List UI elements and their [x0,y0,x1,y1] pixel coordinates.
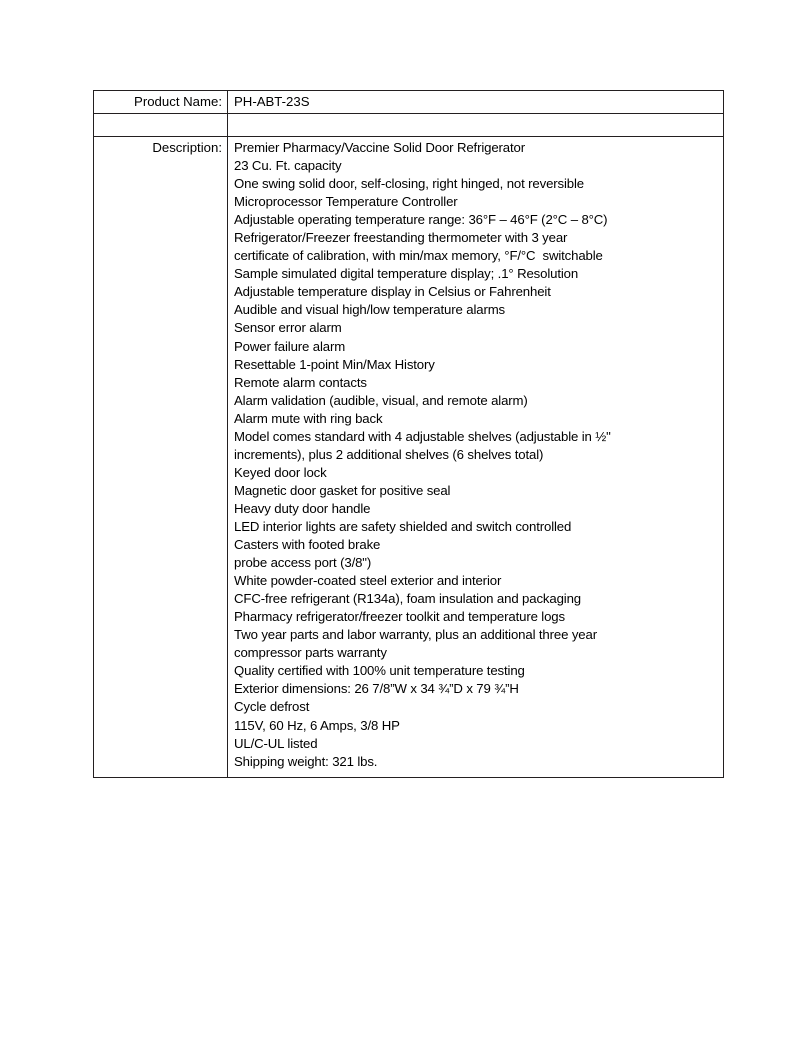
description-line: probe access port (3/8") [234,555,372,571]
description-line: Alarm mute with ring back [234,410,383,426]
description-line: White powder-coated steel exterior and interior [234,573,502,589]
description-line: Premier Pharmacy/Vaccine Solid Door Refrigerator [234,140,525,155]
description-line: Model comes standard with 4 adjustable shelves (adjustable in ½" [234,428,611,444]
table-row-description [94,137,724,778]
description-line: CFC-free refrigerant (R134a), foam insulation and packaging [234,591,581,607]
spec-table-body [94,91,724,778]
description-line: increments), plus 2 additional shelves (6 shelves total) [234,446,544,462]
description-line: One swing solid door, self-closing, right hinged, not reversible [234,176,585,192]
description-line-list [234,139,720,771]
description-line: UL/C-UL listed [234,735,318,751]
product-name-value: PH-ABT-23S [234,94,310,109]
spacer-value-cell [228,114,724,137]
description-line: Magnetic door gasket for positive seal [234,482,451,498]
product-spec-table [93,90,724,778]
description-line: Two year parts and labor warranty, plus an additional three year [234,627,597,643]
description-line: Quality certified with 100% unit temperature testing [234,663,525,679]
description-line: LED interior lights are safety shielded and switch controlled [234,518,572,534]
table-row-product-name [94,91,724,114]
description-line: Audible and visual high/low temperature alarms [234,302,506,318]
description-label: Description: [152,140,222,155]
product-name-value-cell [228,91,724,114]
table-row-spacer [94,114,724,137]
description-line: Pharmacy refrigerator/freezer toolkit and temperature logs [234,609,565,625]
description-line: Remote alarm contacts [234,374,367,390]
product-name-label: Product Name: [134,94,222,109]
description-line: Casters with footed brake [234,537,381,553]
description-line: 115V, 60 Hz, 6 Amps, 3/8 HP [234,717,400,733]
description-line: certificate of calibration, with min/max memory, °F/°C switchable [234,248,603,264]
description-line: Heavy duty door handle [234,500,371,516]
description-line: Cycle defrost [234,699,310,715]
description-line: compressor parts warranty [234,645,387,661]
description-line: Shipping weight: 321 lbs. [234,753,378,769]
description-line: Sample simulated digital temperature display; .1° Resolution [234,266,579,282]
description-line: Keyed door lock [234,464,327,480]
description-line: Sensor error alarm [234,320,342,336]
description-label-cell [94,137,228,778]
spacer-label-cell [94,114,228,137]
description-line: Adjustable temperature display in Celsius or Fahrenheit [234,284,551,300]
description-line: Exterior dimensions: 26 7/8”W x 34 ¾”D x 79 ¾”H [234,681,519,697]
description-line: Resettable 1-point Min/Max History [234,356,435,372]
description-line: Refrigerator/Freezer freestanding thermometer with 3 year [234,230,568,246]
product-name-label-cell [94,91,228,114]
description-value-cell [228,137,724,778]
description-line: Adjustable operating temperature range: 36°F – 46°F (2°C – 8°C) [234,212,608,228]
description-line: Alarm validation (audible, visual, and remote alarm) [234,392,528,408]
description-line: Power failure alarm [234,338,346,354]
description-line: Microprocessor Temperature Controller [234,194,458,210]
description-line: 23 Cu. Ft. capacity [234,158,342,174]
